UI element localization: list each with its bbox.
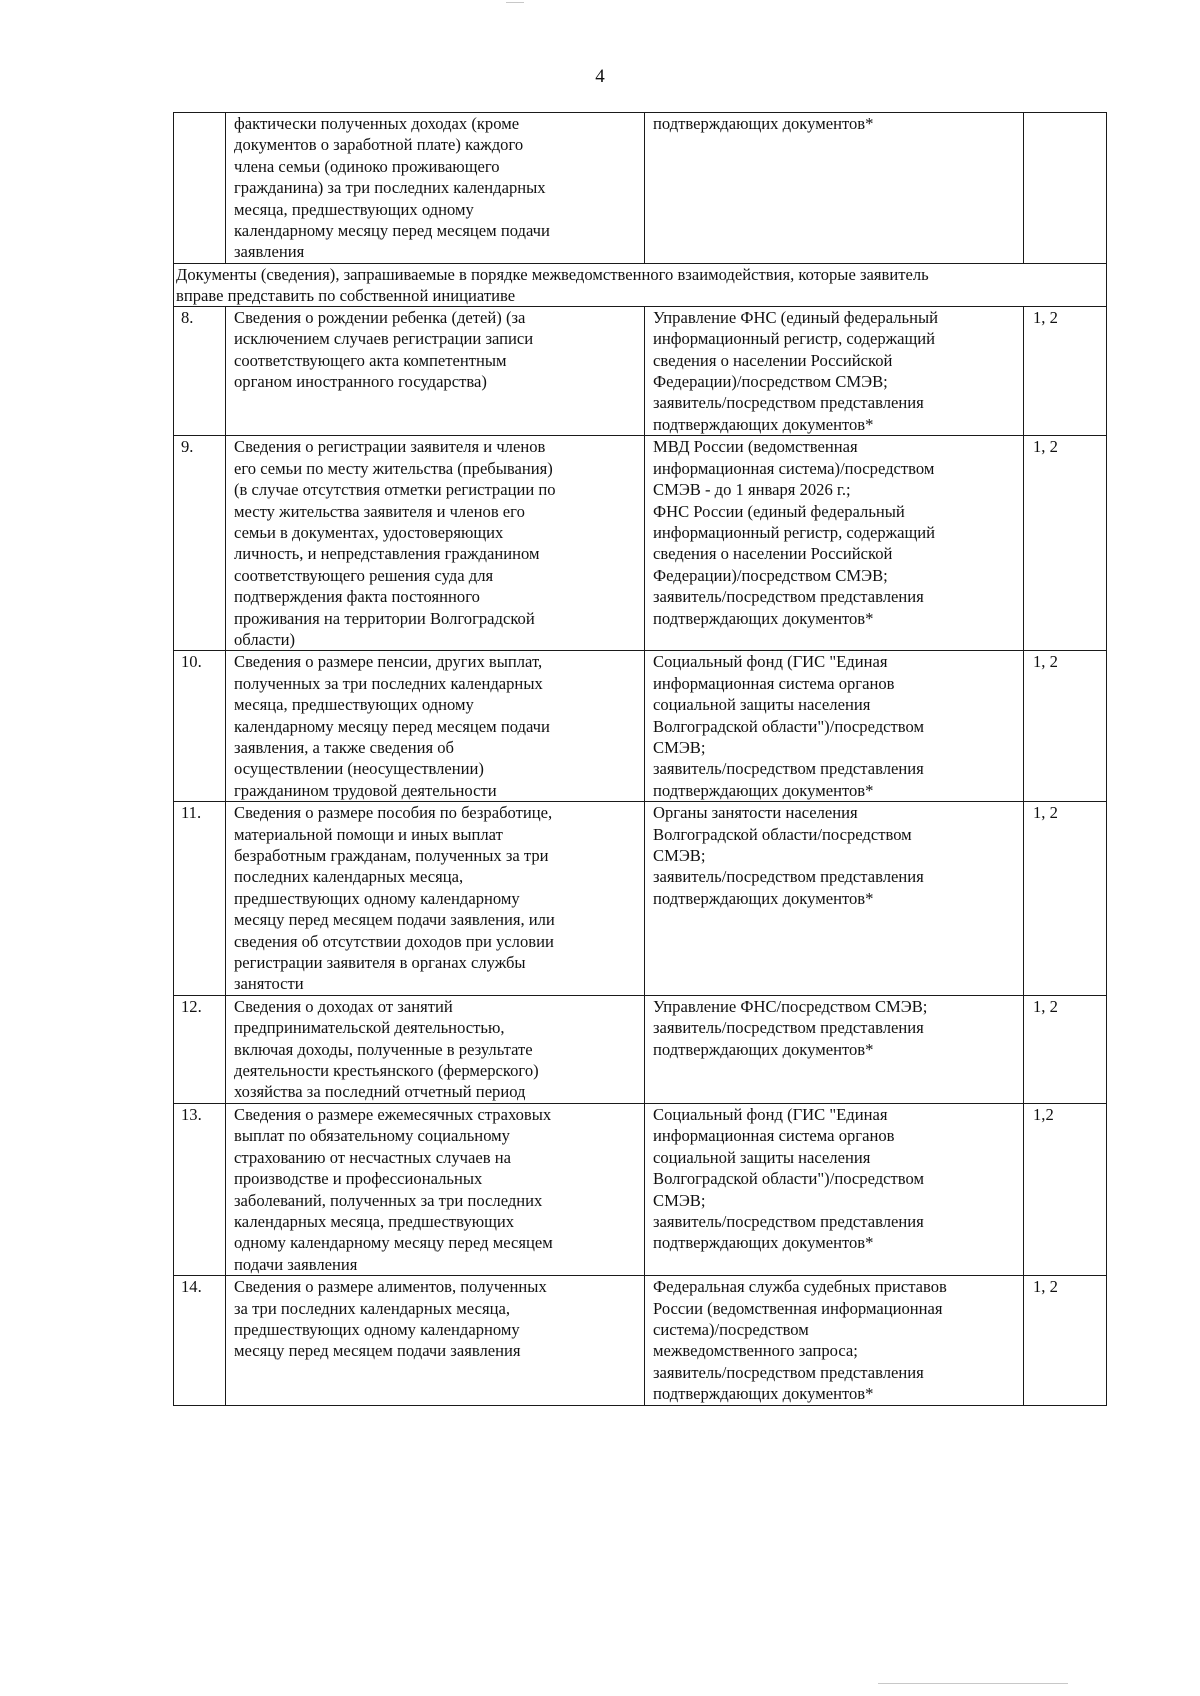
row-source-line: заявитель/посредством представления [653, 587, 924, 607]
row-number: 9. [174, 436, 226, 651]
row-description-line: исключением случаев регистрации записи [234, 329, 534, 349]
row-description-line: его семьи по месту жительства (пребывания) [234, 458, 553, 478]
row-description-line: включая доходы, полученные в результате [234, 1039, 533, 1059]
row-source-line: подтверждающих документов* [653, 608, 874, 628]
row-number: 10. [174, 651, 226, 802]
row-description-line: соответствующего решения суда для [234, 565, 494, 585]
row-source-line: Управление ФНС/посредством СМЭВ; [653, 996, 928, 1016]
row-source-line: Волгоградской области")/посредством [653, 1169, 924, 1189]
row-number: 12. [174, 995, 226, 1103]
row-description-line: предпринимательской деятельностью, [234, 1018, 505, 1038]
row-source-line: межведомственного запроса; [653, 1341, 858, 1361]
row-description-line: деятельности крестьянского (фермерского) [234, 1061, 539, 1081]
row-source-line: Волгоградской области")/посредством [653, 716, 924, 736]
row-description-line: личность, и непредставления гражданином [234, 544, 540, 564]
row-reference: 1, 2 [1024, 306, 1107, 435]
row-reference: 1, 2 [1024, 436, 1107, 651]
row-source-line: подтверждающих документов* [653, 1039, 874, 1059]
row-description-line: производстве и профессиональных [234, 1169, 483, 1189]
row-description [226, 651, 645, 802]
row-source [645, 1276, 1024, 1405]
row-source-line: подтверждающих документов* [653, 888, 874, 908]
row-description-line: заявления, а также сведения об [234, 737, 454, 757]
row-source-line: заявитель/посредством представления [653, 1018, 924, 1038]
row-description-line: соответствующего акта компетентным [234, 350, 507, 370]
row-description-line: безработным гражданам, полученных за три [234, 846, 549, 865]
row-source [645, 1103, 1024, 1275]
row-source-line: социальной защиты населения [653, 695, 871, 715]
row-description-line: предшествующих одному календарному [234, 888, 520, 908]
row-source-line: заявитель/посредством представления [653, 759, 924, 779]
row-source [645, 306, 1024, 435]
row-description-line: месяцу перед месяцем подачи заявления [234, 1341, 521, 1361]
row-description [226, 1103, 645, 1275]
row-source-line: сведения о населении Российской [653, 544, 893, 564]
row-source-line: подтверждающих документов* [653, 114, 874, 133]
row-description [226, 306, 645, 435]
row-description [226, 113, 645, 264]
row-number: 8. [174, 306, 226, 435]
row-description-line: месяца, предшествующих одному [234, 199, 474, 219]
row-source-line: информационная система органов [653, 1126, 895, 1146]
row-description-line: последних календарных месяца, [234, 867, 464, 887]
row-description-line: органом иностранного государства) [234, 372, 487, 392]
row-source-line: заявитель/посредством представления [653, 393, 924, 413]
row-description-line: Сведения о размере пособия по безработице, [234, 803, 553, 823]
row-source-line: система)/посредством [653, 1319, 809, 1339]
table-row [174, 1103, 1107, 1275]
row-source-line: заявитель/посредством представления [653, 1362, 924, 1382]
row-source-line: заявитель/посредством представления [653, 867, 924, 887]
row-source [645, 995, 1024, 1103]
row-description-line: календарных месяца, предшествующих [234, 1211, 515, 1231]
row-source-line: подтверждающих документов* [653, 414, 874, 434]
row-source-line: СМЭВ; [653, 737, 706, 757]
row-description-line: Сведения о доходах от занятий [234, 996, 453, 1016]
row-source [645, 113, 1024, 264]
row-source-line: Управление ФНС (единый федеральный [653, 307, 939, 327]
row-description-line: документов о заработной плате) каждого [234, 135, 524, 155]
row-source-line: СМЭВ - до 1 января 2026 г.; [653, 480, 851, 500]
row-description-line: подачи заявления [234, 1254, 358, 1274]
row-number [174, 113, 226, 264]
row-description-line: заболеваний, полученных за три последних [234, 1190, 543, 1210]
row-source-line: Федеральная служба судебных приставов [653, 1277, 947, 1297]
row-description-line: Сведения о размере пенсии, других выплат, [234, 652, 543, 672]
row-description-line: месту жительства заявителя и членов его [234, 501, 525, 521]
row-description-line: члена семьи (одиноко проживающего [234, 156, 500, 176]
row-source-line: России (ведомственная информационная [653, 1298, 943, 1318]
row-source-line: заявитель/посредством представления [653, 1211, 924, 1231]
row-description-line: материальной помощи и иных выплат [234, 824, 503, 844]
row-source-line: ФНС России (единый федеральный [653, 501, 905, 521]
row-description-line: проживания на территории Волгоградской [234, 608, 535, 628]
row-source-line: Социальный фонд (ГИС "Единая [653, 1104, 888, 1124]
row-description [226, 802, 645, 996]
row-description-line: Сведения о размере ежемесячных страховых [234, 1104, 552, 1124]
row-source [645, 802, 1024, 996]
row-description [226, 995, 645, 1103]
section-header-line: вправе представить по собственной инициативе [176, 285, 516, 305]
row-description-line: выплат по обязательному социальному [234, 1126, 510, 1146]
row-description-line: регистрации заявителя в органах службы [234, 953, 526, 973]
row-description-line: занятости [234, 974, 304, 994]
row-source-line: СМЭВ; [653, 846, 706, 865]
row-reference: 1, 2 [1024, 802, 1107, 996]
row-reference: 1, 2 [1024, 651, 1107, 802]
row-description-line: хозяйства за последний отчетный период [234, 1082, 526, 1102]
documents-table [173, 112, 1107, 1406]
table-row [174, 651, 1107, 802]
scan-mark [506, 2, 524, 3]
row-source-line: информационный регистр, содержащий [653, 329, 936, 349]
row-description-line: за три последних календарных месяца, [234, 1298, 510, 1318]
row-source-line: информационный регистр, содержащий [653, 522, 936, 542]
table-row [174, 995, 1107, 1103]
row-description-line: осуществлении (неосуществлении) [234, 759, 484, 779]
row-source-line: информационная система органов [653, 673, 895, 693]
row-reference [1024, 113, 1107, 264]
row-description [226, 1276, 645, 1405]
row-description-line: предшествующих одному календарному [234, 1319, 520, 1339]
row-description-line: Сведения о регистрации заявителя и членов [234, 437, 546, 457]
row-description-line: гражданином трудовой деятельности [234, 780, 497, 800]
row-source-line: подтверждающих документов* [653, 780, 874, 800]
row-description-line: Сведения о рождении ребенка (детей) (за [234, 307, 526, 327]
section-header-line: Документы (сведения), запрашиваемые в порядке межведомственного взаимодействия, которые заявитель [176, 264, 929, 284]
row-source-line: Федерации)/посредством СМЭВ; [653, 372, 888, 392]
row-description-line: календарному месяцу перед месяцем подачи [234, 221, 550, 241]
row-description-line: сведения об отсутствии доходов при условии [234, 931, 554, 951]
row-description-line: (в случае отсутствия отметки регистрации по [234, 480, 556, 500]
row-description-line: области) [234, 629, 295, 649]
row-source-line: информационная система)/посредством [653, 458, 935, 478]
section-header [174, 263, 1107, 306]
row-description-line: гражданина) за три последних календарных [234, 178, 546, 198]
row-description-line: семьи в документах, удостоверяющих [234, 522, 504, 542]
table-row [174, 1276, 1107, 1405]
row-source-line: Волгоградской области/посредством [653, 824, 912, 844]
row-description-line: Сведения о размере алиментов, полученных [234, 1277, 547, 1297]
row-source-line: СМЭВ; [653, 1190, 706, 1210]
row-source [645, 436, 1024, 651]
row-description-line: подтверждения факта постоянного [234, 587, 480, 607]
row-description-line: месяца, предшествующих одному [234, 695, 474, 715]
row-source-line: подтверждающих документов* [653, 1233, 874, 1253]
row-number: 13. [174, 1103, 226, 1275]
row-source-line: Органы занятости населения [653, 803, 858, 823]
section-header-row [174, 263, 1107, 306]
row-description-line: заявления [234, 242, 305, 262]
row-description-line: одному календарному месяцу перед месяцем [234, 1233, 553, 1253]
table-row [174, 306, 1107, 435]
row-source-line: сведения о населении Российской [653, 350, 893, 370]
row-description-line: страхованию от несчастных случаев на [234, 1147, 511, 1167]
row-source [645, 651, 1024, 802]
row-reference: 1, 2 [1024, 1276, 1107, 1405]
row-source-line: МВД России (ведомственная [653, 437, 858, 457]
row-description-line: календарному месяцу перед месяцем подачи [234, 716, 550, 736]
row-description-line: месяцу перед месяцем подачи заявления, или [234, 910, 555, 930]
table-row [174, 113, 1107, 264]
row-number: 11. [174, 802, 226, 996]
row-reference: 1,2 [1024, 1103, 1107, 1275]
page-number: 4 [595, 66, 605, 87]
row-description-line: фактически полученных доходах (кроме [234, 114, 520, 133]
row-source-line: подтверждающих документов* [653, 1384, 874, 1404]
row-description-line: полученных за три последних календарных [234, 673, 543, 693]
row-source-line: социальной защиты населения [653, 1147, 871, 1167]
row-source-line: Федерации)/посредством СМЭВ; [653, 565, 888, 585]
row-source-line: Социальный фонд (ГИС "Единая [653, 652, 888, 672]
row-reference: 1, 2 [1024, 995, 1107, 1103]
table-row [174, 436, 1107, 651]
table-body [174, 113, 1107, 1406]
table-row [174, 802, 1107, 996]
footer-line [878, 1683, 1068, 1684]
row-number: 14. [174, 1276, 226, 1405]
row-description [226, 436, 645, 651]
